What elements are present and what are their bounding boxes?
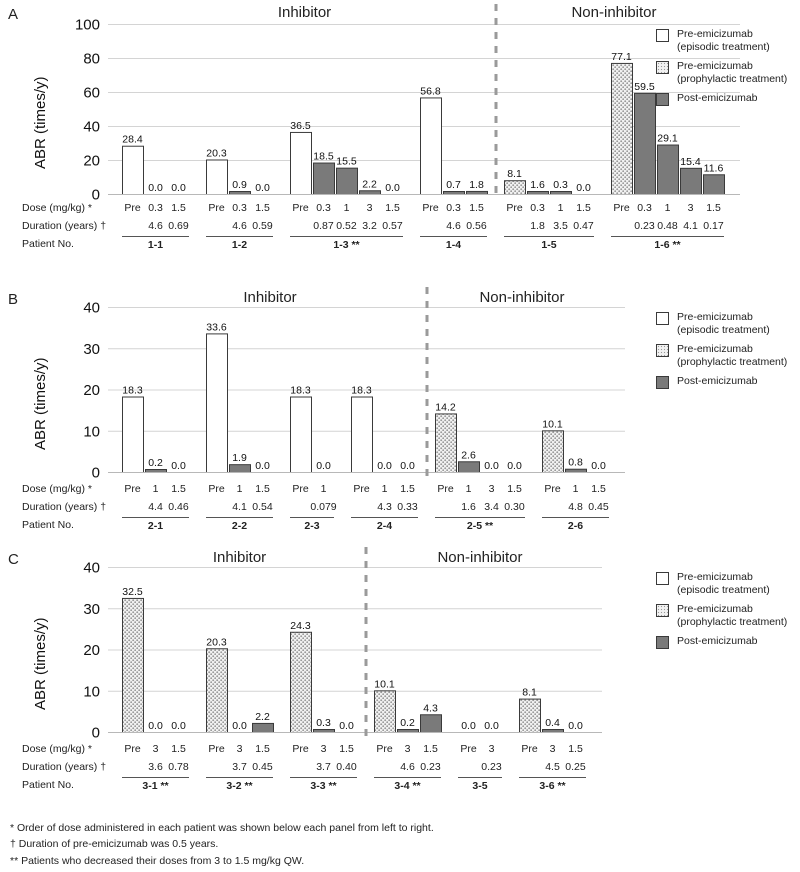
y-tick-label: 40: [83, 299, 100, 317]
duration-value: 4.1: [232, 501, 247, 513]
panel-b-legend: [656, 311, 787, 394]
legend-swatch-post-icon: [656, 636, 669, 649]
bar-value-label: 0.0: [484, 720, 499, 732]
y-tick-label: 20: [83, 152, 100, 170]
bar-post: [658, 145, 679, 194]
bar-value-label: 8.1: [522, 686, 537, 699]
patient-group-rule: [122, 236, 189, 237]
bar-value-label: 0.0: [591, 460, 606, 472]
bar-episodic: [207, 334, 228, 473]
patient-number: 3-4 **: [394, 780, 421, 792]
patient-number: 2-6: [567, 520, 584, 532]
legend-swatch-episodic-icon: [656, 312, 669, 325]
legend-swatch-prophylactic-icon: [656, 604, 669, 617]
legend-swatch-post-icon: [656, 376, 669, 389]
patient-group-rule: [519, 777, 586, 778]
patient-group-rule: [351, 517, 418, 518]
dose-value: 1.5: [385, 202, 400, 214]
bar-value-label: 0.3: [553, 179, 568, 191]
dose-value: 1.5: [255, 743, 270, 755]
panel-c-duration-row-label: Duration (years) †: [22, 761, 107, 773]
duration-value: 4.6: [400, 761, 415, 773]
patient-group-rule: [122, 517, 189, 518]
bar-value-label: 0.0: [171, 720, 186, 732]
bar-prophylactic: [291, 632, 312, 732]
patient-number: 3-2 **: [226, 780, 253, 792]
dose-value: 1: [236, 483, 243, 495]
patient-number: 2-5 **: [466, 520, 494, 532]
y-tick-label: 10: [83, 423, 100, 441]
panel-c: [0, 545, 800, 815]
y-tick-label: 0: [91, 464, 100, 482]
patient-group-rule: [435, 517, 525, 518]
patient-group-rule: [374, 777, 441, 778]
y-tick-label: 30: [83, 340, 100, 358]
dose-value: Pre: [422, 202, 439, 214]
bar-value-label: 1.6: [530, 179, 545, 191]
y-tick-label: 20: [83, 642, 100, 659]
patient-number: 1-6 **: [654, 239, 681, 251]
duration-value: 0.52: [336, 220, 357, 232]
bar-post: [704, 175, 725, 195]
dose-value: Pre: [460, 743, 477, 755]
legend-label: Pre-emicizumab (prophylactic treatment): [677, 59, 788, 86]
bar-value-label: 36.5: [290, 119, 311, 132]
patient-group-rule: [206, 236, 273, 237]
legend-item-prophylactic: [656, 60, 787, 87]
duration-value: 0.23: [420, 761, 441, 773]
bar-value-label: 8.1: [507, 168, 522, 181]
bar-episodic: [123, 397, 144, 472]
patient-group-rule: [206, 517, 273, 518]
legend-item-post: [656, 375, 787, 389]
y-tick-label: 0: [91, 724, 100, 742]
bar-value-label: 18.3: [290, 384, 311, 397]
bar-prophylactic: [505, 181, 526, 195]
bar-value-label: 18.3: [351, 384, 372, 397]
legend-item-episodic: [656, 571, 787, 598]
patient-group-rule: [290, 236, 403, 237]
bar-prophylactic: [436, 414, 457, 473]
duration-value: 3.4: [484, 501, 499, 513]
y-tick-label: 100: [74, 16, 100, 34]
dose-value: 1.5: [576, 202, 591, 214]
patient-number: 2-4: [376, 520, 393, 532]
legend-label: Pre-emicizumab (episodic treatment): [677, 311, 770, 337]
patient-number: 1-1: [147, 239, 164, 251]
duration-value: 0.17: [703, 220, 724, 232]
duration-value: 3.5: [553, 220, 568, 232]
y-tick-label: 40: [83, 118, 100, 136]
duration-value: 0.33: [397, 501, 418, 513]
bar-value-label: 0.4: [545, 717, 560, 729]
dose-value: Pre: [208, 483, 225, 495]
duration-value: 3.6: [148, 761, 163, 773]
panel-b-group-title-inhibitor: Inhibitor: [243, 289, 297, 306]
dose-value: 1: [572, 483, 579, 495]
duration-value: 4.6: [446, 220, 461, 232]
patient-number: 3-5: [472, 780, 488, 792]
panel-a: [0, 0, 800, 285]
y-tick-label: 0: [91, 186, 100, 204]
dose-value: 0.3: [148, 202, 163, 214]
legend-swatch-episodic-icon: [656, 572, 669, 585]
legend-label: Pre-emicizumab (episodic treatment): [677, 571, 770, 597]
duration-value: 3.2: [362, 220, 377, 232]
bar-value-label: 2.2: [362, 178, 377, 191]
legend-swatch-prophylactic-icon: [656, 344, 669, 357]
panel-b: [0, 285, 800, 545]
panel-c-dose-row-label: Dose (mg/kg) *: [22, 743, 93, 755]
bar-prophylactic: [207, 649, 228, 733]
panel-c-letter: C: [8, 551, 19, 568]
dose-value: Pre: [506, 202, 523, 214]
patient-number: 1-5: [541, 239, 557, 251]
bar-value-label: 20.3: [206, 636, 227, 649]
duration-value: 0.30: [504, 501, 525, 513]
bar-post: [421, 715, 442, 733]
bar-value-label: 0.0: [400, 460, 415, 472]
legend-label: Post-emicizumab: [677, 374, 758, 387]
bar-post: [337, 168, 358, 194]
duration-value: 0.079: [310, 501, 337, 513]
duration-value: 0.46: [168, 501, 189, 513]
bar-value-label: 0.8: [568, 456, 583, 469]
bar-value-label: 28.4: [122, 133, 143, 146]
panel-c-y-axis-title: ABR (times/y): [32, 616, 49, 710]
y-tick-label: 40: [83, 559, 100, 577]
legend-swatch-prophylactic-icon: [656, 61, 669, 74]
bar-value-label: 10.1: [374, 678, 395, 691]
legend-item-prophylactic: [656, 343, 787, 370]
dose-value: 1.5: [171, 202, 186, 214]
patient-group-rule: [290, 517, 334, 518]
duration-value: 4.3: [377, 501, 392, 513]
dose-value: Pre: [124, 483, 141, 495]
y-tick-label: 80: [83, 50, 100, 68]
bar-post: [681, 168, 702, 194]
footnote: † Duration of pre-emicizumab was 0.5 years.: [10, 838, 219, 851]
legend-swatch-episodic-icon: [656, 29, 669, 42]
duration-value: 0.23: [481, 761, 502, 773]
dose-value: Pre: [544, 483, 561, 495]
dose-value: 3: [236, 743, 243, 755]
y-tick-label: 60: [83, 84, 100, 102]
panel-a-duration-row-label: Duration (years) †: [22, 220, 107, 232]
duration-value: 0.47: [573, 220, 594, 232]
bar-value-label: 11.6: [703, 162, 724, 175]
dose-value: 0.3: [232, 202, 247, 214]
dose-value: 0.3: [316, 202, 331, 214]
dose-value: 3: [549, 743, 556, 755]
dose-value: Pre: [124, 743, 141, 755]
dose-value: Pre: [292, 743, 309, 755]
duration-value: 4.5: [545, 761, 560, 773]
patient-number: 2-1: [147, 520, 164, 532]
panel-a-letter: A: [8, 6, 19, 23]
dose-value: Pre: [521, 743, 538, 755]
panel-a-dose-row-label: Dose (mg/kg) *: [22, 202, 93, 214]
bar-value-label: 2.2: [255, 710, 270, 723]
panel-b-group-title-noninhibitor: Non-inhibitor: [479, 289, 565, 306]
bar-episodic: [291, 397, 312, 472]
panel-c-group-title-noninhibitor: Non-inhibitor: [437, 549, 523, 566]
patient-group-rule: [611, 236, 724, 237]
y-tick-label: 20: [83, 382, 100, 399]
duration-value: 4.6: [148, 220, 163, 232]
bar-value-label: 0.0: [377, 460, 392, 472]
dose-value: Pre: [613, 202, 630, 214]
bar-value-label: 0.0: [484, 460, 499, 472]
bar-value-label: 0.2: [400, 717, 415, 729]
dose-value: Pre: [376, 743, 393, 755]
duration-value: 1.8: [530, 220, 545, 232]
bar-post: [635, 93, 656, 194]
panel-b-letter: B: [8, 291, 19, 308]
legend-item-episodic: [656, 28, 787, 55]
bar-value-label: 0.0: [171, 182, 186, 194]
dose-value: 1: [152, 483, 159, 495]
panel-a-y-axis-title: ABR (times/y): [32, 76, 49, 169]
bar-value-label: 0.0: [171, 460, 186, 472]
bar-value-label: 0.0: [148, 182, 163, 194]
duration-value: 0.48: [657, 220, 678, 232]
dose-value: 1: [320, 483, 327, 495]
panel-a-group-title-inhibitor: Inhibitor: [277, 4, 332, 21]
patient-number: 1-2: [231, 239, 248, 251]
dose-value: 1.5: [339, 743, 354, 755]
duration-value: 0.57: [382, 220, 403, 232]
bar-value-label: 0.0: [568, 720, 583, 732]
bar-value-label: 18.5: [313, 150, 334, 163]
duration-value: 3.7: [232, 761, 247, 773]
legend-label: Pre-emicizumab (prophylactic treatment): [677, 342, 788, 369]
patient-number: 3-3 **: [310, 780, 337, 792]
bar-post: [253, 723, 274, 732]
legend-item-prophylactic: [656, 603, 787, 630]
dose-value: 1: [557, 202, 564, 214]
duration-value: 3.7: [316, 761, 331, 773]
dose-value: 1.5: [255, 202, 270, 214]
bar-episodic: [421, 98, 442, 195]
dose-value: 3: [404, 743, 411, 755]
bar-value-label: 0.0: [316, 460, 331, 472]
bar-value-label: 2.6: [461, 449, 476, 462]
bar-post: [314, 163, 335, 194]
legend-label: Pre-emicizumab (prophylactic treatment): [677, 602, 788, 629]
panel-a-group-title-noninhibitor: Non-inhibitor: [571, 4, 657, 21]
patient-group-rule: [420, 236, 487, 237]
patient-group-rule: [122, 777, 189, 778]
patient-group-rule: [504, 236, 594, 237]
dose-value: 1: [664, 202, 671, 214]
patient-group-rule: [206, 777, 273, 778]
bar-episodic: [123, 146, 144, 194]
duration-value: 4.1: [683, 220, 698, 232]
legend-label: Pre-emicizumab (episodic treatment): [677, 28, 770, 54]
dose-value: 1.5: [171, 483, 186, 495]
bar-value-label: 0.0: [255, 460, 270, 472]
bar-value-label: 56.8: [420, 85, 441, 98]
bar-value-label: 0.0: [148, 720, 163, 732]
dose-value: 3: [320, 743, 327, 755]
patient-group-rule: [458, 777, 502, 778]
dose-value: 1.5: [706, 202, 721, 214]
bar-prophylactic: [543, 431, 564, 473]
dose-value: 0.3: [446, 202, 461, 214]
dose-value: 1.5: [469, 202, 484, 214]
panel-c-plot: [83, 559, 662, 762]
legend-item-post: [656, 635, 787, 649]
legend-label: Post-emicizumab: [677, 91, 758, 104]
duration-value: 0.40: [336, 761, 357, 773]
duration-value: 0.54: [252, 501, 273, 513]
duration-value: 4.4: [148, 501, 163, 513]
dose-value: 1: [343, 202, 350, 214]
dose-value: 3: [366, 202, 373, 214]
bar-value-label: 0.0: [576, 182, 591, 194]
footnote: ** Patients who decreased their doses from 3 to 1.5 mg/kg QW.: [10, 854, 305, 867]
duration-value: 0.56: [466, 220, 487, 232]
dose-value: 3: [152, 743, 159, 755]
bar-value-label: 0.0: [255, 182, 270, 194]
bar-value-label: 1.8: [469, 178, 484, 191]
bar-value-label: 4.3: [423, 702, 438, 715]
patient-group-rule: [290, 777, 357, 778]
dose-value: 3: [687, 202, 694, 214]
dose-value: 1.5: [171, 743, 186, 755]
bar-value-label: 18.3: [122, 384, 143, 397]
figure-footnotes: [10, 820, 790, 869]
dose-value: 1.5: [507, 483, 522, 495]
bar-value-label: 59.5: [634, 80, 655, 93]
patient-number: 1-3 **: [333, 239, 360, 251]
bar-value-label: 10.1: [542, 418, 563, 431]
panel-b-plot: [83, 299, 685, 502]
bar-value-label: 24.3: [290, 619, 311, 632]
duration-value: 4.8: [568, 501, 583, 513]
bar-value-label: 33.6: [206, 321, 227, 334]
dose-value: 3: [488, 743, 495, 755]
panel-c-group-title-inhibitor: Inhibitor: [212, 549, 267, 566]
dose-value: Pre: [208, 743, 225, 755]
dose-value: 1.5: [568, 743, 583, 755]
dose-value: Pre: [292, 483, 309, 495]
bar-value-label: 0.7: [446, 179, 461, 191]
dose-value: Pre: [292, 202, 309, 214]
bar-value-label: 0.9: [232, 179, 247, 191]
duration-value: 0.78: [168, 761, 189, 773]
dose-value: 1.5: [255, 483, 270, 495]
bar-value-label: 77.1: [611, 50, 632, 63]
patient-number: 3-6 **: [539, 780, 566, 792]
panel-a-legend: [656, 28, 787, 111]
patient-number: 1-4: [445, 239, 462, 251]
dose-value: 1.5: [591, 483, 606, 495]
duration-value: 0.25: [565, 761, 586, 773]
bar-value-label: 0.3: [316, 717, 331, 729]
bar-prophylactic: [612, 63, 633, 194]
bar-value-label: 15.4: [680, 155, 701, 168]
duration-value: 0.45: [588, 501, 609, 513]
bar-value-label: 1.9: [232, 452, 247, 465]
dose-value: 3: [488, 483, 495, 495]
bar-value-label: 32.5: [122, 585, 143, 598]
dose-value: Pre: [437, 483, 454, 495]
bar-episodic: [207, 160, 228, 195]
dose-value: 1: [381, 483, 388, 495]
panel-c-patient-row-label: Patient No.: [22, 779, 74, 791]
patient-group-rule: [542, 517, 609, 518]
dose-value: Pre: [124, 202, 141, 214]
duration-value: 0.87: [313, 220, 334, 232]
footnote: * Order of dose administered in each patient was shown below each panel from left to right.: [10, 822, 434, 834]
patient-number: 2-2: [231, 520, 248, 532]
patient-number: 2-3: [304, 520, 320, 532]
bar-value-label: 0.0: [339, 720, 354, 732]
duration-value: 1.6: [461, 501, 476, 513]
bar-value-label: 0.0: [461, 720, 476, 732]
duration-value: 0.59: [252, 220, 273, 232]
panel-b-dose-row-label: Dose (mg/kg) *: [22, 483, 93, 495]
bar-prophylactic: [520, 699, 541, 732]
duration-value: 4.6: [232, 220, 247, 232]
bar-value-label: 0.0: [232, 720, 247, 732]
panel-b-duration-row-label: Duration (years) †: [22, 501, 107, 513]
dose-value: 0.3: [637, 202, 652, 214]
bar-value-label: 0.0: [385, 182, 400, 194]
dose-value: Pre: [353, 483, 370, 495]
dose-value: 1.5: [423, 743, 438, 755]
bar-post: [230, 465, 251, 473]
bar-episodic: [352, 397, 373, 472]
dose-value: 1.5: [400, 483, 415, 495]
panel-c-legend: [656, 571, 787, 654]
panel-b-y-axis-title: ABR (times/y): [32, 356, 49, 450]
legend-swatch-post-icon: [656, 93, 669, 106]
bar-post: [360, 191, 381, 195]
dose-value: 0.3: [530, 202, 545, 214]
legend-label: Post-emicizumab: [677, 634, 758, 647]
y-tick-label: 10: [83, 683, 100, 701]
bar-value-label: 0.2: [148, 457, 163, 469]
bar-value-label: 0.0: [507, 460, 522, 472]
dose-value: 1: [465, 483, 472, 495]
bar-value-label: 20.3: [206, 147, 227, 160]
duration-value: 0.23: [634, 220, 655, 232]
dose-value: Pre: [208, 202, 225, 214]
legend-item-episodic: [656, 311, 787, 338]
bar-value-label: 29.1: [657, 132, 678, 145]
bar-value-label: 14.2: [435, 401, 456, 414]
bar-episodic: [291, 132, 312, 194]
bar-value-label: 15.5: [336, 155, 357, 168]
bar-prophylactic: [375, 691, 396, 733]
y-tick-label: 30: [83, 600, 100, 618]
bar-prophylactic: [123, 598, 144, 732]
panel-b-patient-row-label: Patient No.: [22, 519, 74, 531]
duration-value: 0.69: [168, 220, 189, 232]
bar-post: [459, 462, 480, 473]
duration-value: 0.45: [252, 761, 273, 773]
legend-item-post: [656, 92, 787, 106]
patient-number: 3-1 **: [142, 780, 169, 792]
panel-a-patient-row-label: Patient No.: [22, 238, 74, 250]
